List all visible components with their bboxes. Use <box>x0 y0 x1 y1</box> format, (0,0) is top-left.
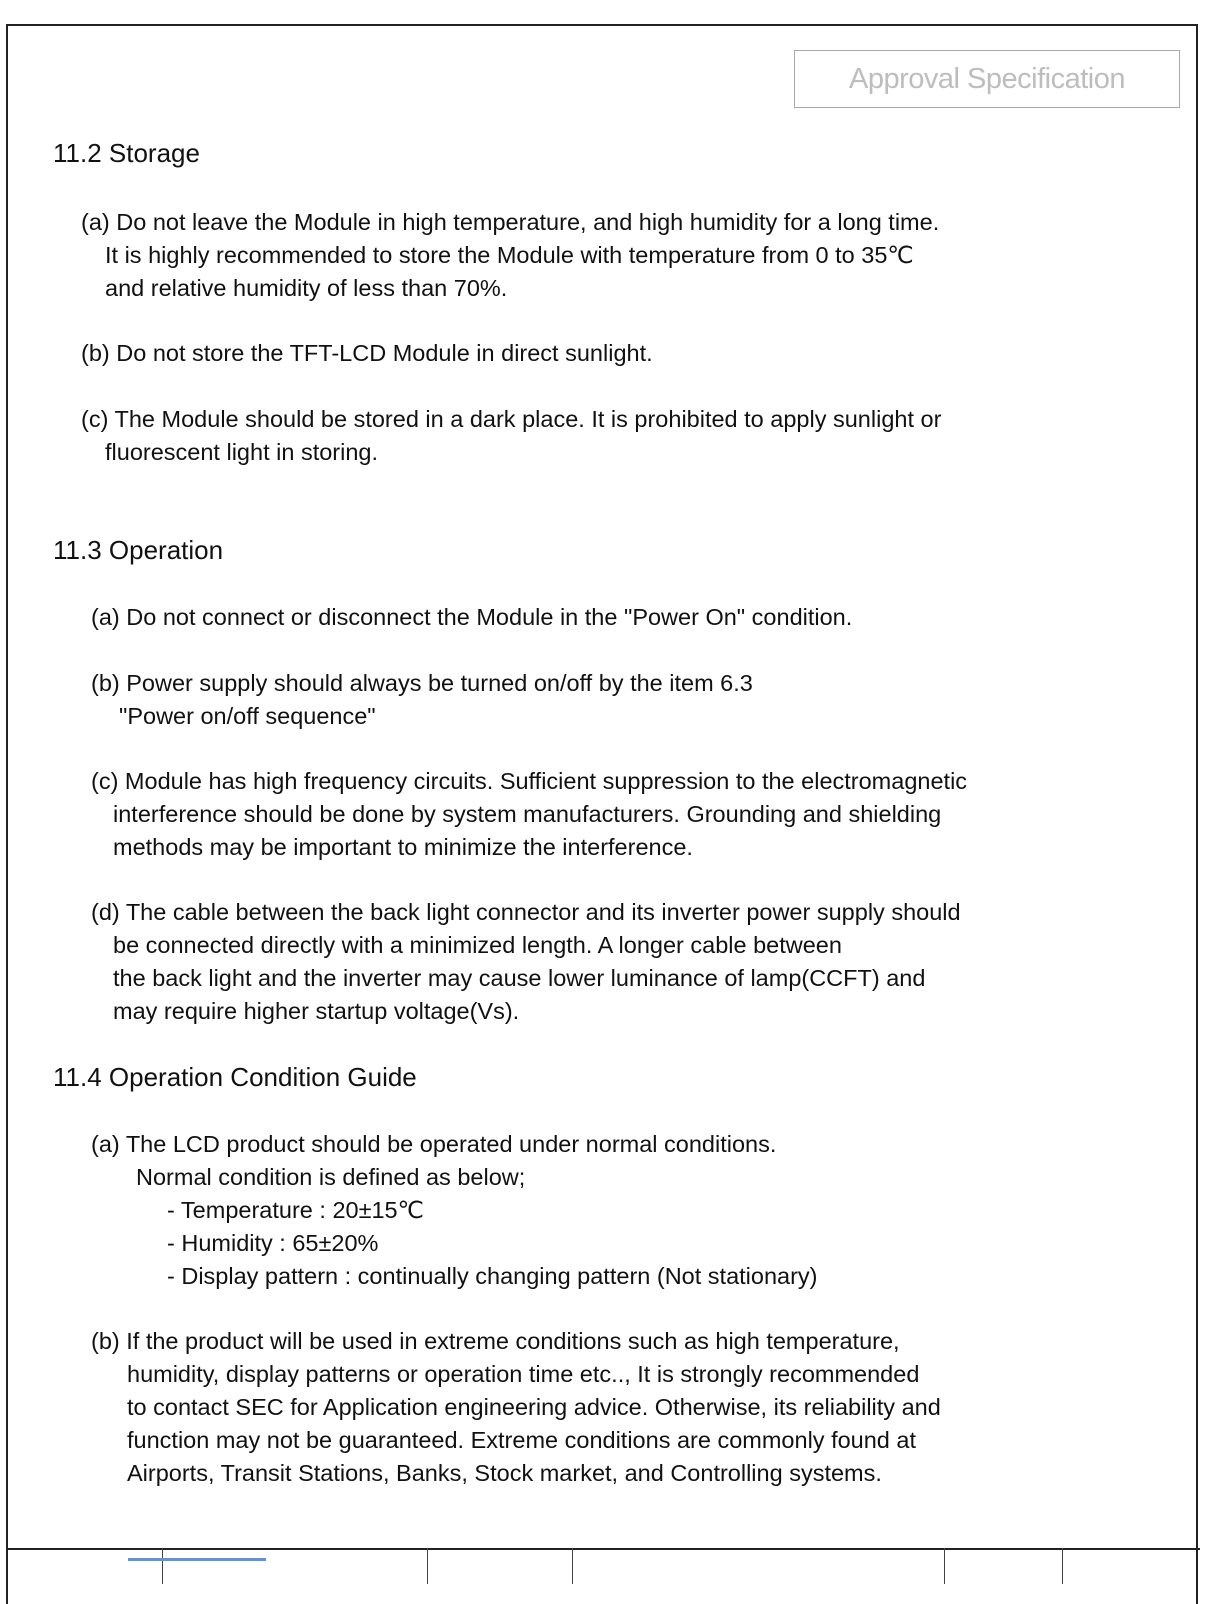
guide-item-a-line-1: (a) The LCD product should be operated under normal conditions. <box>91 1131 777 1157</box>
operation-item-b <box>91 667 753 733</box>
guide-item-b-line-4: function may not be guaranteed. Extreme conditions are commonly found at <box>127 1427 917 1453</box>
section-heading-operation-condition-guide: 11.4 Operation Condition Guide <box>53 1062 417 1092</box>
operation-item-a-line-1: (a) Do not connect or disconnect the Module in the "Power On" condition. <box>91 604 853 630</box>
guide-item-a-line-4: - Humidity : 65±20% <box>167 1230 379 1256</box>
section-heading-storage: 11.2 Storage <box>53 138 200 168</box>
guide-item-b-line-2: humidity, display patterns or operation time etc.., It is strongly recommended <box>127 1361 920 1387</box>
storage-item-a-line-2: It is highly recommended to store the Module with temperature from 0 to 35℃ <box>105 242 914 268</box>
footer-cell-divider <box>427 1548 428 1584</box>
storage-item-b <box>81 337 653 370</box>
footer-cell-divider <box>572 1548 573 1584</box>
storage-item-c <box>81 403 941 469</box>
operation-item-d-line-3: the back light and the inverter may cause lower luminance of lamp(CCFT) and <box>113 965 926 991</box>
guide-item-b-line-1: (b) If the product will be used in extreme conditions such as high temperature, <box>91 1328 900 1354</box>
operation-item-a <box>91 601 852 634</box>
guide-item-a-line-3: - Temperature : 20±15℃ <box>167 1197 425 1223</box>
guide-item-b-line-5: Airports, Transit Stations, Banks, Stock market, and Controlling systems. <box>127 1460 882 1486</box>
operation-item-d <box>91 896 961 1028</box>
storage-item-a-line-1: (a) Do not leave the Module in high temperature, and high humidity for a long time. <box>81 209 940 235</box>
operation-item-b-line-1: (b) Power supply should always be turned on/off by the item 6.3 <box>91 670 753 696</box>
footer-cell-divider <box>162 1548 163 1584</box>
operation-item-d-line-1: (d) The cable between the back light connector and its inverter power supply should <box>91 899 961 925</box>
footer-cell-divider <box>944 1548 945 1584</box>
footer-cell-divider <box>1062 1548 1063 1584</box>
guide-item-b-line-3: to contact SEC for Application engineering advice. Otherwise, its reliability and <box>127 1394 941 1420</box>
guide-item-a <box>91 1128 818 1293</box>
operation-item-c-line-1: (c) Module has high frequency circuits. Sufficient suppression to the electromagnetic <box>91 768 968 794</box>
footer-highlight-mark <box>128 1558 266 1561</box>
operation-item-d-line-4: may require higher startup voltage(Vs). <box>113 998 520 1024</box>
operation-item-d-line-2: be connected directly with a minimized length. A longer cable between <box>113 932 842 958</box>
operation-item-c-line-2: interference should be done by system manufacturers. Grounding and shielding <box>113 801 942 827</box>
storage-item-a-line-3: and relative humidity of less than 70%. <box>105 275 508 301</box>
operation-item-c <box>91 765 967 864</box>
guide-item-a-line-2: Normal condition is defined as below; <box>136 1164 526 1190</box>
footer-divider <box>6 1548 1200 1550</box>
section-heading-operation: 11.3 Operation <box>53 535 224 565</box>
storage-item-c-line-2: fluorescent light in storing. <box>105 439 379 465</box>
storage-item-b-line-1: (b) Do not store the TFT-LCD Module in direct sunlight. <box>81 340 653 366</box>
operation-item-b-line-2: "Power on/off sequence" <box>119 703 376 729</box>
storage-item-a <box>81 206 939 305</box>
operation-item-c-line-3: methods may be important to minimize the interference. <box>113 834 693 860</box>
approval-specification-label: Approval Specification <box>794 50 1180 108</box>
guide-item-a-line-5: - Display pattern : continually changing pattern (Not stationary) <box>167 1263 818 1289</box>
guide-item-b <box>91 1325 941 1490</box>
storage-item-c-line-1: (c) The Module should be stored in a dark place. It is prohibited to apply sunlight or <box>81 406 942 432</box>
